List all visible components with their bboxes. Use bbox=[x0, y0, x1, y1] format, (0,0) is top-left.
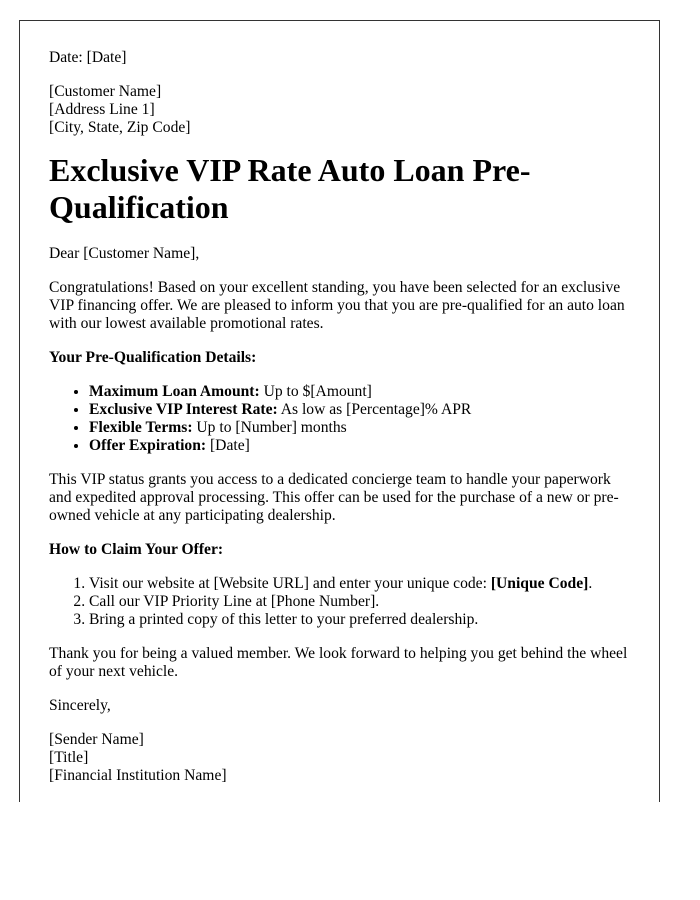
intro-paragraph: Congratulations! Based on your excellent standing, you have been selected for an exclusive VIP financing offer. We are pleased to inform you that you are pre-qualified for an auto loan with our lowest available promotional rates. bbox=[49, 279, 625, 332]
recipient-city-state-zip: [City, State, Zip Code] bbox=[49, 119, 191, 136]
detail-label: Exclusive VIP Interest Rate: bbox=[89, 401, 278, 418]
detail-item-expiration bbox=[89, 437, 631, 455]
claim-step-3: 3. Bring a printed copy of this letter to your preferred dealership. bbox=[89, 611, 631, 629]
detail-value: [Date] bbox=[206, 437, 250, 454]
detail-value: Up to $[Amount] bbox=[259, 383, 372, 400]
signature-block bbox=[49, 731, 631, 785]
detail-item-interest-rate bbox=[89, 401, 631, 419]
closing-paragraph: Thank you for being a valued member. We look forward to helping you get behind the wheel of your next vehicle. bbox=[49, 645, 628, 680]
recipient-name: [Customer Name] bbox=[49, 83, 162, 100]
letter bbox=[19, 20, 660, 802]
claim-heading: How to Claim Your Offer: bbox=[49, 541, 224, 558]
details-list bbox=[49, 383, 631, 455]
sender-name: [Sender Name] bbox=[49, 731, 144, 748]
unique-code: [Unique Code] bbox=[490, 575, 589, 592]
detail-label: Offer Expiration: bbox=[89, 437, 207, 454]
recipient-address bbox=[49, 83, 631, 137]
letter-title: Exclusive VIP Rate Auto Loan Pre-Qualification bbox=[49, 152, 531, 225]
detail-value: As low as [Percentage]% APR bbox=[277, 401, 472, 418]
claim-step-2: 2. Call our VIP Priority Line at [Phone Number]. bbox=[89, 593, 631, 611]
recipient-address-line-1: [Address Line 1] bbox=[49, 101, 155, 118]
detail-item-terms bbox=[89, 419, 631, 437]
claim-steps-list bbox=[49, 575, 631, 629]
claim-step-1-text: Visit our website at [Website URL] and enter your unique code: bbox=[89, 575, 491, 592]
salutation: Dear [Customer Name], bbox=[49, 245, 200, 262]
details-heading: Your Pre-Qualification Details: bbox=[49, 349, 257, 366]
detail-item-max-loan bbox=[89, 383, 631, 401]
detail-value: Up to [Number] months bbox=[192, 419, 347, 436]
letter-date: Date: [Date] bbox=[49, 49, 127, 66]
claim-step-1 bbox=[89, 575, 631, 593]
detail-label: Flexible Terms: bbox=[89, 419, 193, 436]
vip-paragraph: This VIP status grants you access to a dedicated concierge team to handle your paperwork and expedited approval processing. This offer can be used for the purchase of a new or pre-owned vehicle at any participating dealership. bbox=[49, 471, 619, 524]
sender-institution: [Financial Institution Name] bbox=[49, 767, 227, 784]
sender-title: [Title] bbox=[49, 749, 89, 766]
detail-label: Maximum Loan Amount: bbox=[89, 383, 260, 400]
sign-off: Sincerely, bbox=[49, 697, 111, 714]
claim-step-1-end: . bbox=[588, 575, 593, 592]
